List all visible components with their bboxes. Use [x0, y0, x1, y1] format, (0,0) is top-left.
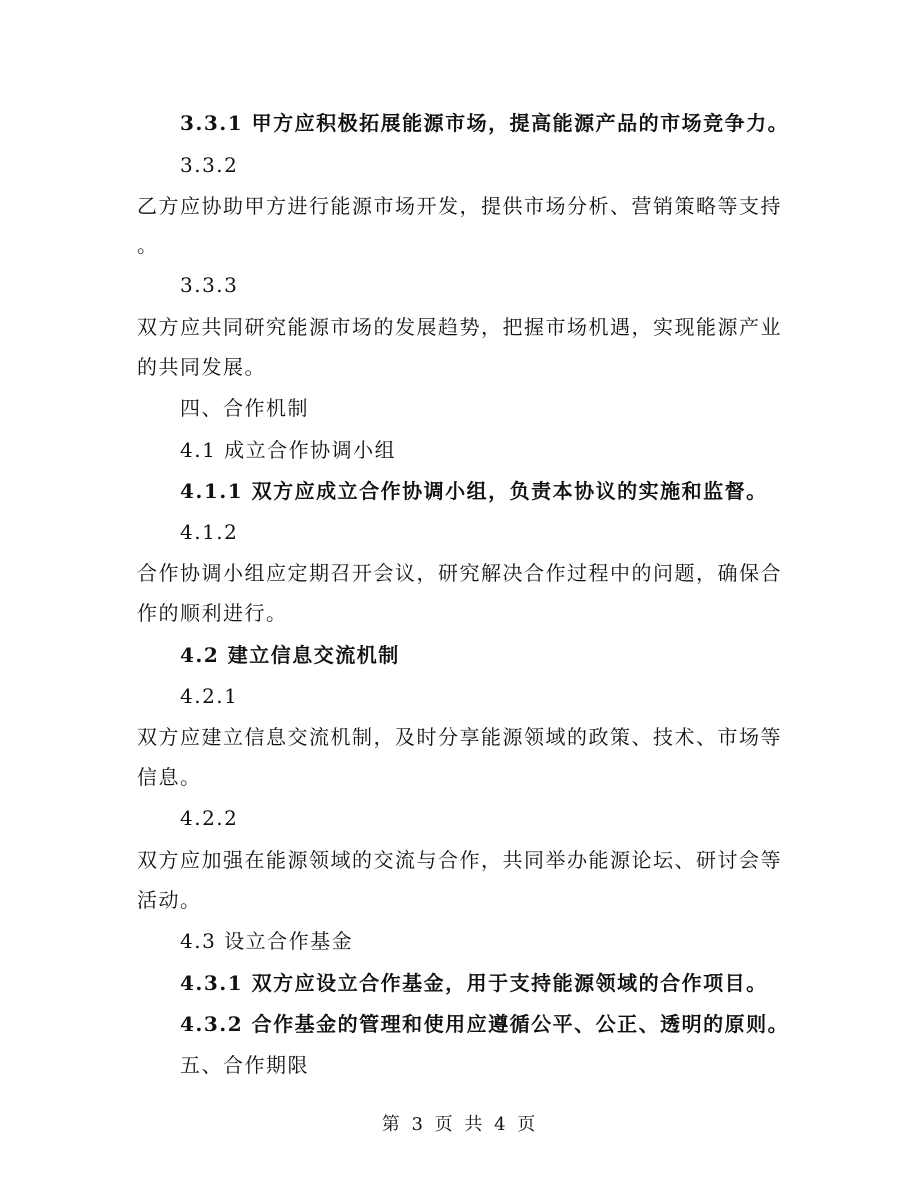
clause-3-3-2-text-line-1: 乙方应协助甲方进行能源市场开发，提供市场分析、营销策略等支持 — [137, 194, 782, 218]
clause-4-2-1-text-line-1: 双方应建立信息交流机制，及时分享能源领域的政策、技术、市场等 — [137, 725, 782, 749]
clause-4-2-2-text-line-1: 双方应加强在能源领域的交流与合作，共同举办能源论坛、研讨会等 — [137, 848, 782, 872]
clause-4-2-1-number: 4.2.1 — [180, 684, 239, 708]
clause-4-1-2-text-line-1: 合作协调小组应定期召开会议，研究解决合作过程中的问题，确保合 — [137, 561, 782, 585]
clause-4-2-1-text-line-2: 信息。 — [137, 765, 202, 789]
clause-3-3-1: 3.3.1 甲方应积极拓展能源市场，提高能源产品的市场竞争力。 — [180, 111, 790, 135]
clause-4-3-2: 4.3.2 合作基金的管理和使用应遵循公平、公正、透明的原则。 — [180, 1012, 790, 1036]
clause-4-1-2-number: 4.1.2 — [180, 520, 239, 544]
clause-4-2-2-number: 4.2.2 — [180, 806, 239, 830]
clause-3-3-2-text-line-2: 。 — [137, 233, 159, 257]
clause-4-3-1: 4.3.1 双方应设立合作基金，用于支持能源领域的合作项目。 — [180, 971, 768, 995]
section-5-heading: 五、合作期限 — [180, 1053, 309, 1077]
clause-4-1-2-text-line-2: 作的顺利进行。 — [137, 601, 288, 625]
clause-3-3-3-text-line-2: 的共同发展。 — [137, 355, 266, 379]
page-footer: 第 3 页 共 4 页 — [381, 1114, 539, 1135]
subsection-4-2-heading: 4.2 建立信息交流机制 — [180, 643, 400, 667]
clause-3-3-2-number: 3.3.2 — [180, 153, 239, 177]
subsection-4-3-heading: 4.3 设立合作基金 — [180, 929, 354, 953]
clause-4-2-2-text-line-2: 活动。 — [137, 888, 202, 912]
clause-3-3-3-number: 3.3.3 — [180, 273, 239, 297]
section-4-heading: 四、合作机制 — [180, 396, 309, 420]
clause-3-3-3-text-line-1: 双方应共同研究能源市场的发展趋势，把握市场机遇，实现能源产业 — [137, 315, 782, 339]
subsection-4-1-heading: 4.1 成立合作协调小组 — [180, 438, 397, 462]
clause-4-1-1: 4.1.1 双方应成立合作协调小组，负责本协议的实施和监督。 — [180, 479, 768, 503]
